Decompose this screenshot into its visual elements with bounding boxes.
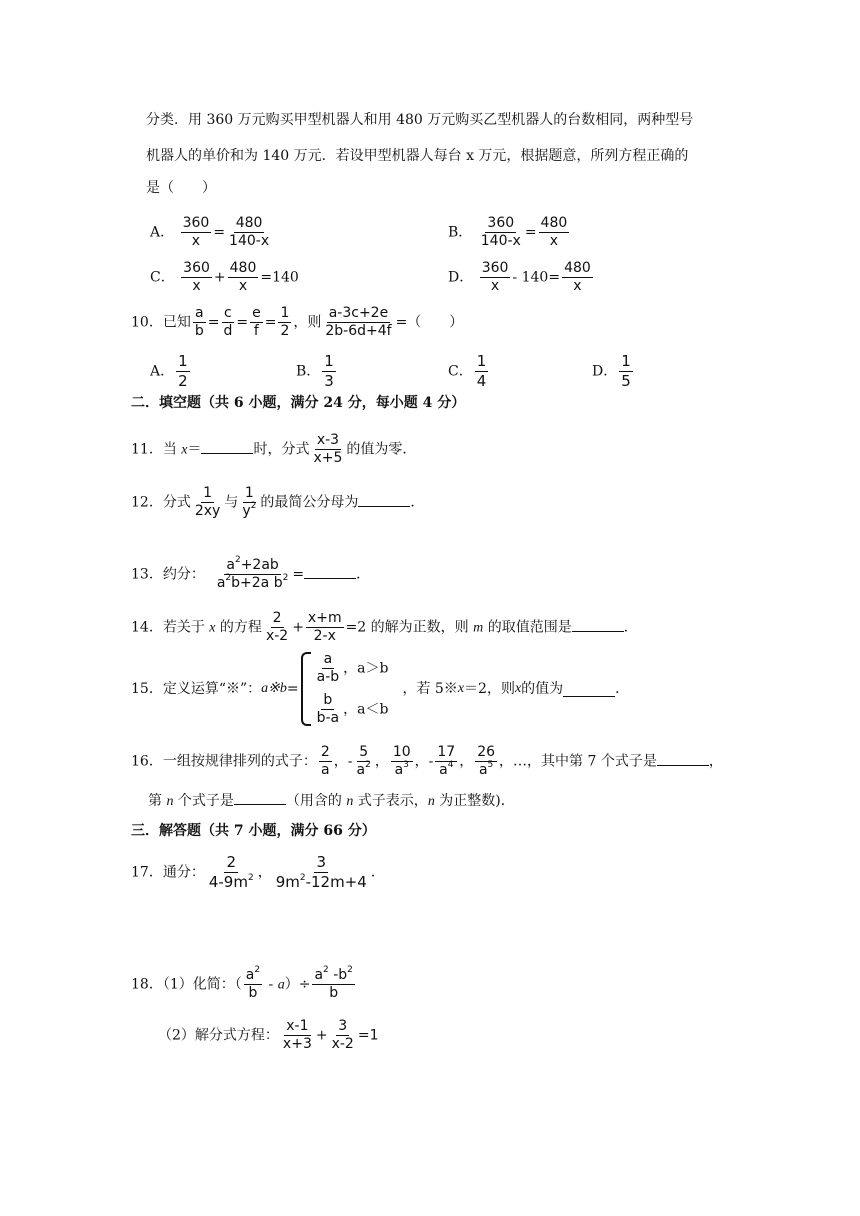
fraction [475, 744, 497, 779]
denominator: x [192, 278, 201, 294]
answer-blank[interactable] [358, 492, 410, 507]
q10-option-d [592, 352, 635, 391]
question-number: 15．定义运算“※”： [131, 681, 262, 697]
exponent: 2 [225, 573, 232, 583]
option-label: A． [150, 363, 175, 380]
q12: 12．分式 $\frac{1}{2xy}$ 与 $\frac{1}{y^2}$ 的最简公分母为 ． [131, 485, 425, 519]
question-text: ＝2，则 [464, 681, 515, 697]
fraction [207, 853, 256, 892]
denominator: x+5 [313, 450, 343, 466]
question-number: 14．若关于 [131, 619, 210, 636]
numerator: 2 [226, 853, 237, 871]
fraction [311, 432, 344, 467]
operator: - 140= [512, 269, 561, 286]
q9-line1: 分类．用 360 万元购买甲型机器人和用 480 万元购买乙型机器人的台数相同，两种型号 [146, 112, 694, 128]
condition: ，a＞b [343, 660, 389, 677]
fraction [244, 967, 262, 1002]
fraction [475, 352, 489, 391]
numerator: 480 [229, 260, 257, 276]
numerator: a [323, 651, 333, 667]
connector-text: ，则 [293, 314, 322, 331]
operator: ＝ [187, 441, 202, 458]
fraction [264, 610, 290, 645]
base: 4-9m [208, 873, 248, 891]
term: b+2a b [231, 575, 283, 591]
fraction [354, 744, 372, 779]
fraction [480, 260, 511, 295]
fraction [479, 215, 523, 250]
q10-option-a [150, 352, 192, 391]
term: +2ab [240, 557, 279, 573]
exponent: 2 [347, 965, 353, 975]
base: a [245, 967, 255, 983]
q9-line2: 机器人的单价和为 140 万元．若设甲型机器人每台 x 万元，根据题意，所列方程正确的 [146, 148, 689, 164]
case-2 [313, 692, 389, 727]
numerator: 3 [316, 853, 327, 871]
answer-blank[interactable] [304, 564, 356, 579]
numerator [312, 967, 354, 985]
denominator: b [248, 985, 258, 1001]
denominator [274, 873, 369, 892]
option-label: A． [150, 224, 175, 241]
fraction [181, 215, 212, 250]
operator: ）÷ [284, 976, 311, 993]
left-brace-icon [301, 652, 311, 726]
q16-line2 [148, 790, 515, 812]
question-text: 的值为零． [346, 441, 417, 458]
variable: x [457, 681, 465, 696]
variable: n [346, 794, 354, 809]
section-title-fill-in: 二．填空题（共 6 小题，满分 24 分，每小题 4 分） [131, 395, 466, 411]
q10-option-c [448, 352, 490, 391]
fraction [193, 305, 206, 340]
exponent: 3 [403, 760, 409, 770]
q15 [131, 651, 629, 727]
answer-blank[interactable] [563, 682, 615, 697]
exponent: 2 [254, 965, 261, 975]
denominator [207, 873, 256, 892]
fraction [227, 215, 271, 250]
question-text: 的最简公分母为 [260, 494, 359, 511]
expression: a※b [261, 681, 287, 696]
fraction [539, 215, 570, 250]
answer-blank[interactable] [572, 617, 624, 632]
base: a [478, 762, 488, 778]
option-label: C． [150, 269, 175, 286]
connector-text: 与 [224, 494, 239, 511]
numerator: 1 [244, 485, 254, 501]
denominator: x-2 [265, 628, 289, 644]
option-label: C． [448, 363, 473, 380]
fraction [315, 651, 342, 686]
variable: x [181, 442, 188, 458]
numerator: 1 [178, 352, 188, 370]
numerator: 10 [392, 744, 411, 760]
denominator [240, 503, 258, 520]
rhs: =140 [260, 269, 299, 286]
numerator: 1 [476, 352, 487, 370]
numerator: 1 [280, 305, 290, 321]
exponent: 2 [282, 573, 289, 583]
numerator: 480 [564, 260, 591, 276]
fraction [228, 260, 259, 295]
question-text: 第 [148, 793, 167, 809]
denominator: a-b [316, 669, 340, 685]
fraction [176, 352, 190, 391]
punctuation: ． [370, 864, 385, 881]
base: y [242, 503, 251, 519]
denominator: 4 [476, 372, 487, 390]
denominator [354, 762, 372, 779]
question-number: 16．一组按规律排列的式子： [131, 753, 317, 770]
fraction [322, 352, 336, 391]
operator: = [292, 566, 305, 583]
case-1 [313, 651, 389, 686]
answer-paren: =（ ） [395, 314, 464, 331]
fraction [391, 744, 413, 779]
numerator: 17 [437, 744, 456, 760]
base: 9m [275, 873, 300, 891]
q10-option-b [296, 352, 338, 391]
question-number: 17．通分： [131, 864, 205, 881]
fraction [274, 853, 369, 892]
exponent: 2 [323, 965, 329, 975]
fraction [181, 260, 212, 295]
base: a [439, 762, 448, 778]
question-number: （2）解分式方程： [158, 1027, 279, 1044]
denominator: 2-x [313, 628, 336, 644]
base: a [226, 557, 235, 573]
numerator: 5 [359, 744, 369, 760]
option-label: B． [296, 363, 321, 380]
question-text: 个式子是 [173, 793, 234, 809]
fraction [319, 744, 332, 779]
numerator: x-1 [286, 1018, 309, 1034]
sign: - [347, 753, 353, 770]
punctuation: ． [356, 566, 371, 583]
numerator: 360 [183, 260, 210, 276]
q17: 17．通分： $\frac{2}{4-9m^2}$ ， $\frac{3}{9m^2-12m+4}$ ． [131, 853, 385, 891]
q9-option-b [448, 215, 571, 250]
numerator: 2 [320, 744, 330, 760]
fraction [619, 352, 633, 391]
operator: - [264, 976, 278, 993]
numerator: 360 [182, 215, 210, 231]
q9-option-c [150, 260, 299, 295]
q14: 14．若关于 x 的方程 $\frac{2}{x-2}$ + $\frac{x+m}{2-x}$ =2 的解为正数，则 m 的取值范围是 ． [131, 610, 638, 644]
denominator [215, 575, 291, 592]
question-number: 18．（1）化简：（ [131, 976, 242, 993]
question-text: 式子表示， [353, 793, 428, 809]
operator: = [524, 224, 537, 241]
option-label: B． [448, 224, 473, 241]
q9-option-d [448, 260, 595, 295]
base: a [216, 575, 226, 591]
numerator: 1 [324, 352, 334, 370]
question-number: 11．当 [131, 441, 182, 458]
fraction [315, 692, 342, 727]
base: a [394, 762, 404, 778]
numerator: e [252, 305, 261, 321]
operator: = [213, 224, 226, 241]
numerator: a [194, 305, 204, 321]
denominator: x+3 [282, 1036, 312, 1052]
numerator: 480 [235, 215, 263, 231]
denominator: b [329, 985, 339, 1001]
question-text: =2 的解为正数，则 [345, 619, 474, 636]
fraction [240, 485, 258, 520]
variable: a [277, 977, 285, 993]
fraction [281, 1018, 314, 1053]
denominator: 2 [178, 372, 188, 390]
denominator: x [549, 233, 559, 249]
denominator: 3 [324, 372, 334, 390]
term: -12m+4 [305, 873, 367, 891]
numerator [224, 557, 280, 575]
operator: + [315, 1027, 328, 1044]
numerator: x+m [307, 610, 342, 626]
question-number: 12．分式 [131, 494, 191, 511]
denominator: 140-x [480, 233, 521, 249]
question-text: 时，分式 [253, 441, 310, 458]
q11 [131, 432, 416, 467]
denominator: x-2 [331, 1036, 354, 1052]
question-number: 10．已知 [131, 314, 191, 331]
section-title-solve: 三．解答题（共 7 小题，满分 66 分） [131, 823, 376, 839]
numerator: 3 [338, 1018, 348, 1034]
exponent: 2 [299, 873, 306, 883]
punctuation: ． [623, 619, 638, 636]
punctuation: ． [615, 681, 630, 697]
denominator: 2b-6d+4f [325, 323, 392, 339]
fraction [562, 260, 593, 295]
q9-line3: 是（ ） [146, 180, 216, 196]
denominator [393, 762, 411, 779]
option-label: D． [448, 269, 474, 286]
exponent: 2 [247, 873, 254, 883]
variable: n [427, 794, 435, 809]
numerator: 1 [203, 485, 213, 501]
numerator [244, 967, 262, 985]
question-text: ，若 5※ [402, 681, 458, 697]
numerator: 2 [272, 610, 282, 626]
question-number: 13．约分： [131, 566, 205, 583]
option-label: D． [592, 363, 618, 380]
variable: x [514, 681, 522, 696]
fraction [278, 305, 291, 340]
fraction [306, 610, 344, 645]
exponent: 2 [250, 501, 257, 511]
denominator: f [253, 323, 259, 339]
fraction [250, 305, 263, 340]
fraction [323, 305, 393, 340]
numerator: c [224, 305, 232, 321]
numerator: 360 [481, 260, 509, 276]
denominator: b-a [316, 710, 340, 726]
operator: = [286, 681, 299, 697]
fraction [312, 967, 354, 1002]
fraction [193, 485, 222, 520]
q13 [131, 557, 370, 592]
denominator [477, 762, 495, 779]
exponent: 4 [447, 760, 454, 770]
piecewise-cases [313, 651, 389, 727]
answer-blank[interactable] [657, 751, 709, 766]
denominator: b [194, 323, 204, 339]
denominator: a [320, 762, 330, 778]
denominator: x [238, 278, 248, 294]
numerator: 360 [487, 215, 515, 231]
fraction [435, 744, 457, 779]
numerator: x-3 [316, 432, 340, 448]
question-text: 为正整数)． [434, 793, 515, 809]
q9-option-a [150, 215, 273, 250]
term: -b [328, 967, 348, 983]
exponent: 2 [234, 555, 241, 565]
q18-part2 [158, 1018, 378, 1053]
q16-line1: 16．一组按规律排列的式子： $\frac{2}{a}$ ，- $\frac{5}{a^2}$ ， $\frac{10}{a^3}$ ，- $\frac{17}{a^4}$ ， $\frac{26}{a^5}$ ，…，其中第 7 个式子是 ， [131, 744, 723, 778]
fraction [215, 557, 291, 592]
exponent: 2 [365, 760, 371, 770]
numerator: a-3c+2e [328, 305, 389, 321]
question-text: ，…，其中第 7 个式子是 [499, 753, 657, 770]
numerator: 26 [477, 744, 496, 760]
variable: m [473, 620, 484, 636]
question-text: 的方程 [215, 619, 262, 636]
variable: x [209, 620, 216, 636]
question-text: 的值为 [521, 681, 564, 697]
question-text: （用含的 [285, 793, 347, 809]
variable: n [166, 794, 174, 809]
denominator: 5 [621, 372, 631, 390]
sign: - [428, 753, 434, 770]
denominator: 2 [280, 323, 290, 339]
fraction [330, 1018, 356, 1053]
question-text: 的取值范围是 [483, 619, 572, 636]
answer-blank[interactable] [234, 790, 286, 805]
fraction [221, 305, 234, 340]
denominator [437, 762, 455, 779]
rhs: =1 [357, 1027, 379, 1044]
operator: + [213, 269, 226, 286]
base: a [356, 762, 366, 778]
q18-part1 [131, 967, 357, 1002]
base: a [314, 967, 324, 983]
denominator: d [223, 323, 233, 339]
answer-blank[interactable] [201, 439, 253, 454]
numerator: 480 [540, 215, 568, 231]
condition: ，a＜b [343, 701, 389, 718]
numerator: 1 [621, 352, 631, 370]
q10-stem: 10．已知 $\frac{a}{b}$ = $\frac{c}{d}$ = $\frac{e}{f}$ = $\frac{1}{2}$ ，则 $\frac{a-3c+2e}{2b-6d+4f}$ =（ ） [131, 305, 464, 339]
denominator: x [490, 278, 500, 294]
denominator: 2xy [194, 503, 221, 519]
numerator: b [323, 692, 333, 708]
exponent: 5 [487, 760, 494, 770]
denominator: 140-x [229, 233, 270, 249]
denominator: x [573, 278, 582, 294]
denominator: x [191, 233, 201, 249]
